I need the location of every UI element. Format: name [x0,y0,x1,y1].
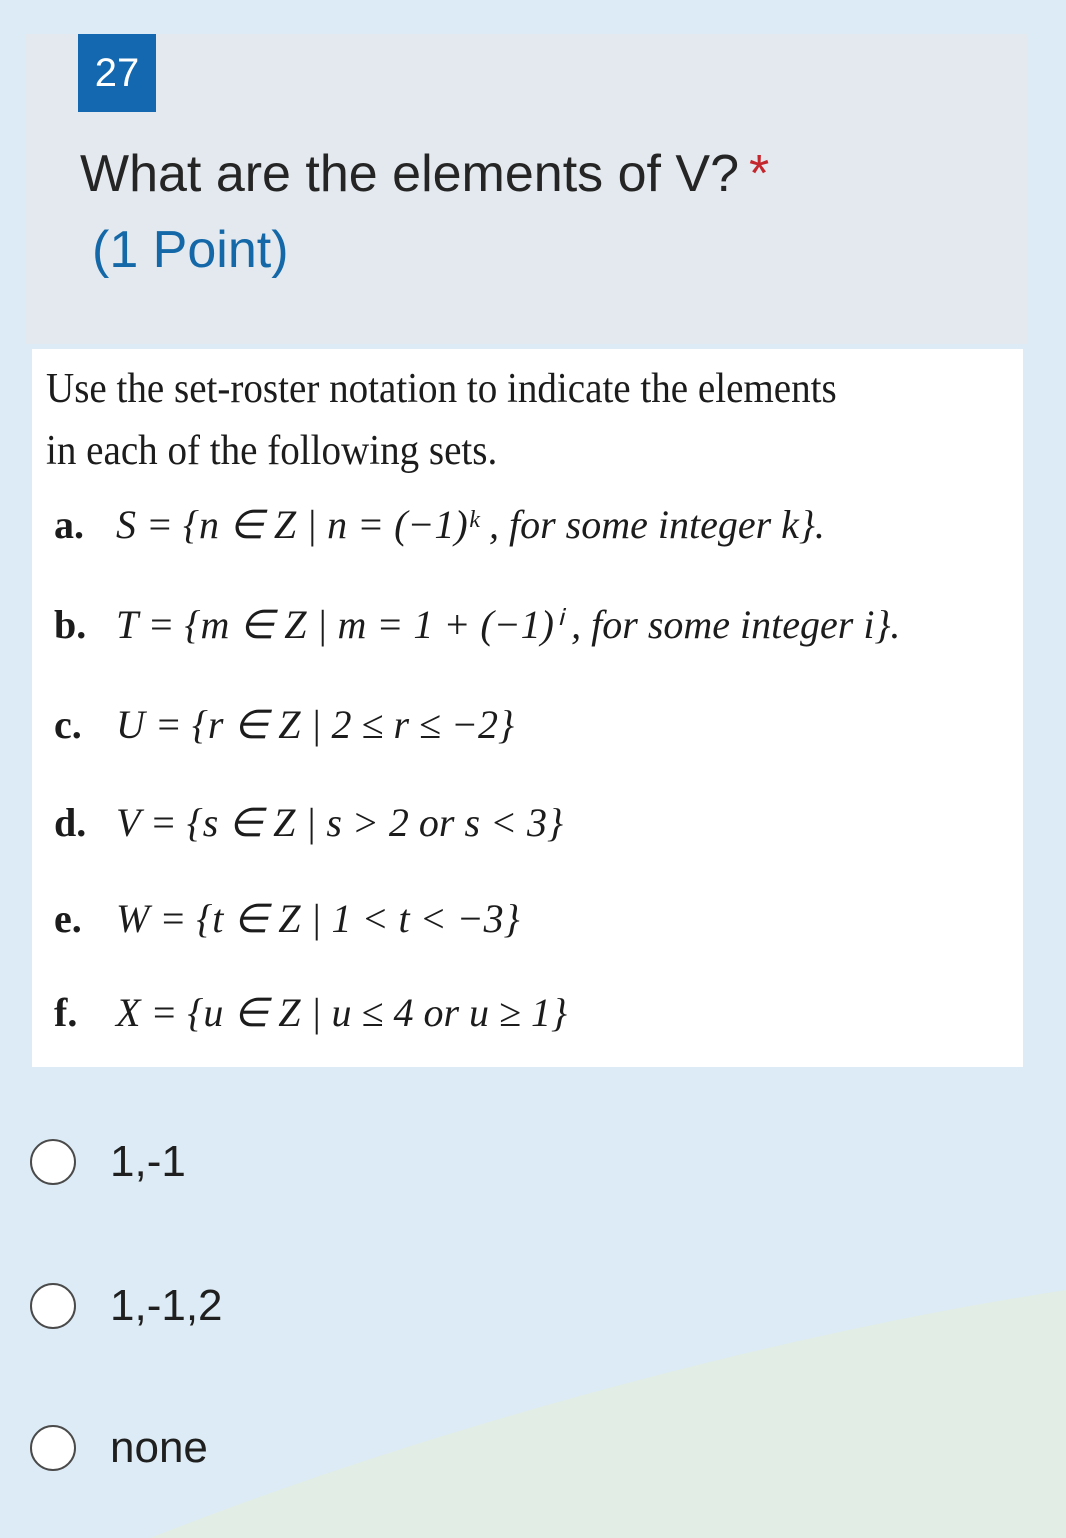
question-title-text: What are the elements of V? [80,145,740,203]
problem-image [32,349,1023,1067]
answer-option-2[interactable] [30,1276,223,1336]
set-item-letter: c. [54,702,82,747]
set-item-expression: S = {n ∈ Z | n = (−1)ᵏ , for some integer k}. [116,502,825,547]
question-number-badge: 27 [78,34,156,112]
question-header [26,34,1028,344]
radio-button-icon[interactable] [30,1139,76,1185]
problem-intro-line-1: Use the set-roster notation to indicate the elements [46,366,837,412]
question-title [80,144,769,204]
answer-option-label[interactable]: none [110,1423,208,1472]
set-item-letter: a. [54,502,84,547]
set-item-expression: U = {r ∈ Z | 2 ≤ r ≤ −2} [116,702,514,747]
set-item-e [54,895,520,942]
answer-option-label[interactable]: 1,-1 [110,1137,186,1186]
required-marker: * [749,145,770,203]
set-item-expression: V = {s ∈ Z | s > 2 or s < 3} [116,800,564,845]
radio-button-icon[interactable] [30,1425,76,1471]
problem-intro-line-2: in each of the following sets. [46,428,498,474]
set-item-expression: W = {t ∈ Z | 1 < t < −3} [116,896,520,941]
answer-option-label[interactable]: 1,-1,2 [110,1281,223,1330]
set-item-b [54,601,900,648]
answer-option-3[interactable] [30,1418,208,1478]
set-item-letter: f. [54,990,78,1035]
set-item-d [54,799,563,846]
set-item-letter: e. [54,896,82,941]
question-points: (1 Point) [92,221,289,279]
set-item-expression: T = {m ∈ Z | m = 1 + (−1)ⁱ , for some integer i}. [116,602,901,647]
set-item-expression: X = {u ∈ Z | u ≤ 4 or u ≥ 1} [116,990,567,1035]
set-item-f [54,989,567,1036]
answer-option-1[interactable] [30,1132,186,1192]
set-item-a [54,501,825,548]
set-item-letter: d. [54,800,87,845]
set-item-letter: b. [54,602,87,647]
set-item-c [54,701,514,748]
radio-button-icon[interactable] [30,1283,76,1329]
